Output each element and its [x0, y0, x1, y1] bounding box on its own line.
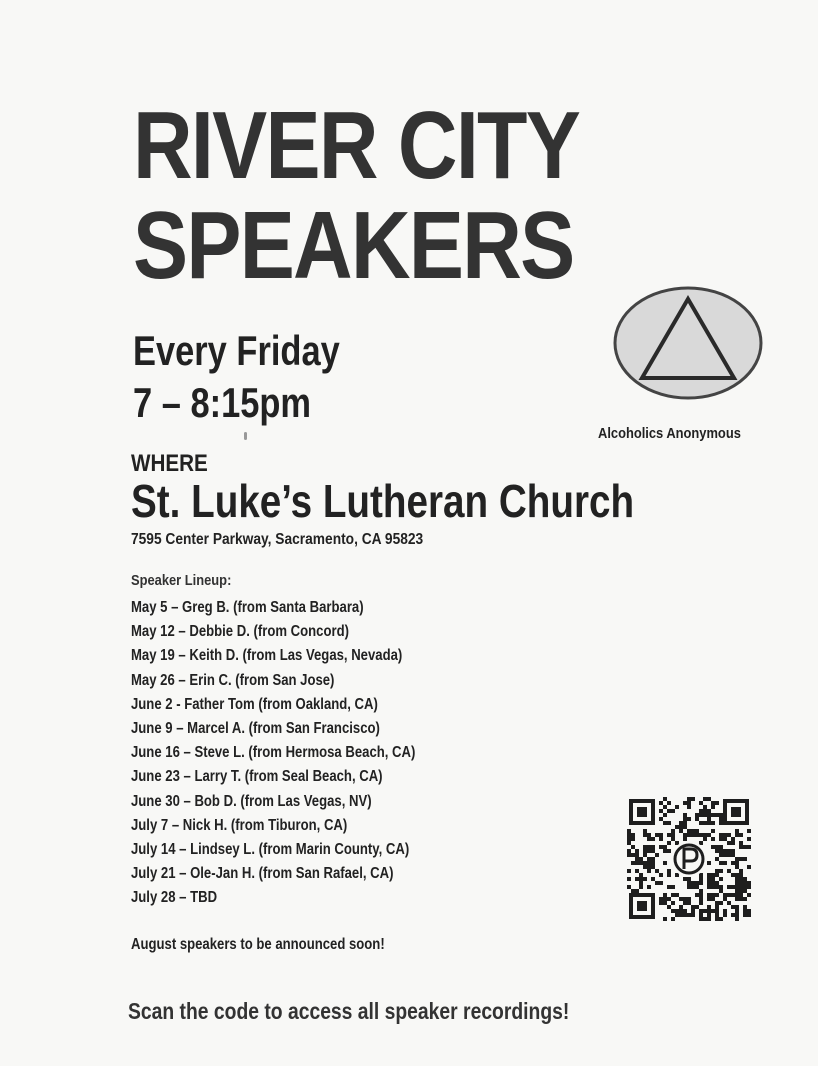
- scan-speck: [244, 432, 247, 440]
- scan-call-to-action: Scan the code to access all speaker recordings!: [128, 998, 570, 1024]
- lineup-item: July 28 – TBD: [131, 889, 218, 907]
- lineup-item: May 19 – Keith D. (from Las Vegas, Nevada): [131, 647, 403, 665]
- lineup-heading: Speaker Lineup:: [131, 572, 232, 589]
- venue-address: 7595 Center Parkway, Sacramento, CA 95823: [131, 531, 424, 548]
- lineup-item: May 26 – Erin C. (from San Jose): [131, 671, 335, 689]
- aa-label: Alcoholics Anonymous: [598, 425, 741, 442]
- meeting-day: Every Friday: [133, 327, 340, 374]
- lineup-item: July 21 – Ole-Jan H. (from San Rafael, CA): [131, 865, 394, 883]
- lineup-item: June 30 – Bob D. (from Las Vegas, NV): [131, 792, 372, 810]
- title-line-1: RIVER CITY: [133, 92, 580, 199]
- august-announcement: August speakers to be announced soon!: [131, 936, 385, 953]
- where-label: WHERE: [131, 450, 208, 477]
- meeting-time: 7 – 8:15pm: [133, 379, 312, 426]
- title-line-2: SPEAKERS: [133, 192, 574, 299]
- qr-code-icon[interactable]: [627, 797, 751, 921]
- lineup-item: July 14 – Lindsey L. (from Marin County, CA): [131, 840, 410, 858]
- lineup-item: May 12 – Debbie D. (from Concord): [131, 623, 349, 641]
- lineup-item: July 7 – Nick H. (from Tiburon, CA): [131, 816, 348, 834]
- lineup-item: May 5 – Greg B. (from Santa Barbara): [131, 599, 364, 616]
- lineup-item: June 2 - Father Tom (from Oakland, CA): [131, 695, 378, 713]
- lineup-item: June 23 – Larry T. (from Seal Beach, CA): [131, 768, 383, 786]
- aa-circle-triangle-icon: [612, 286, 764, 400]
- speaker-lineup-list: [131, 599, 478, 913]
- lineup-item: June 16 – Steve L. (from Hermosa Beach, CA): [131, 744, 416, 762]
- lineup-item: June 9 – Marcel A. (from San Francisco): [131, 719, 380, 737]
- venue-name: St. Luke’s Lutheran Church: [131, 475, 635, 527]
